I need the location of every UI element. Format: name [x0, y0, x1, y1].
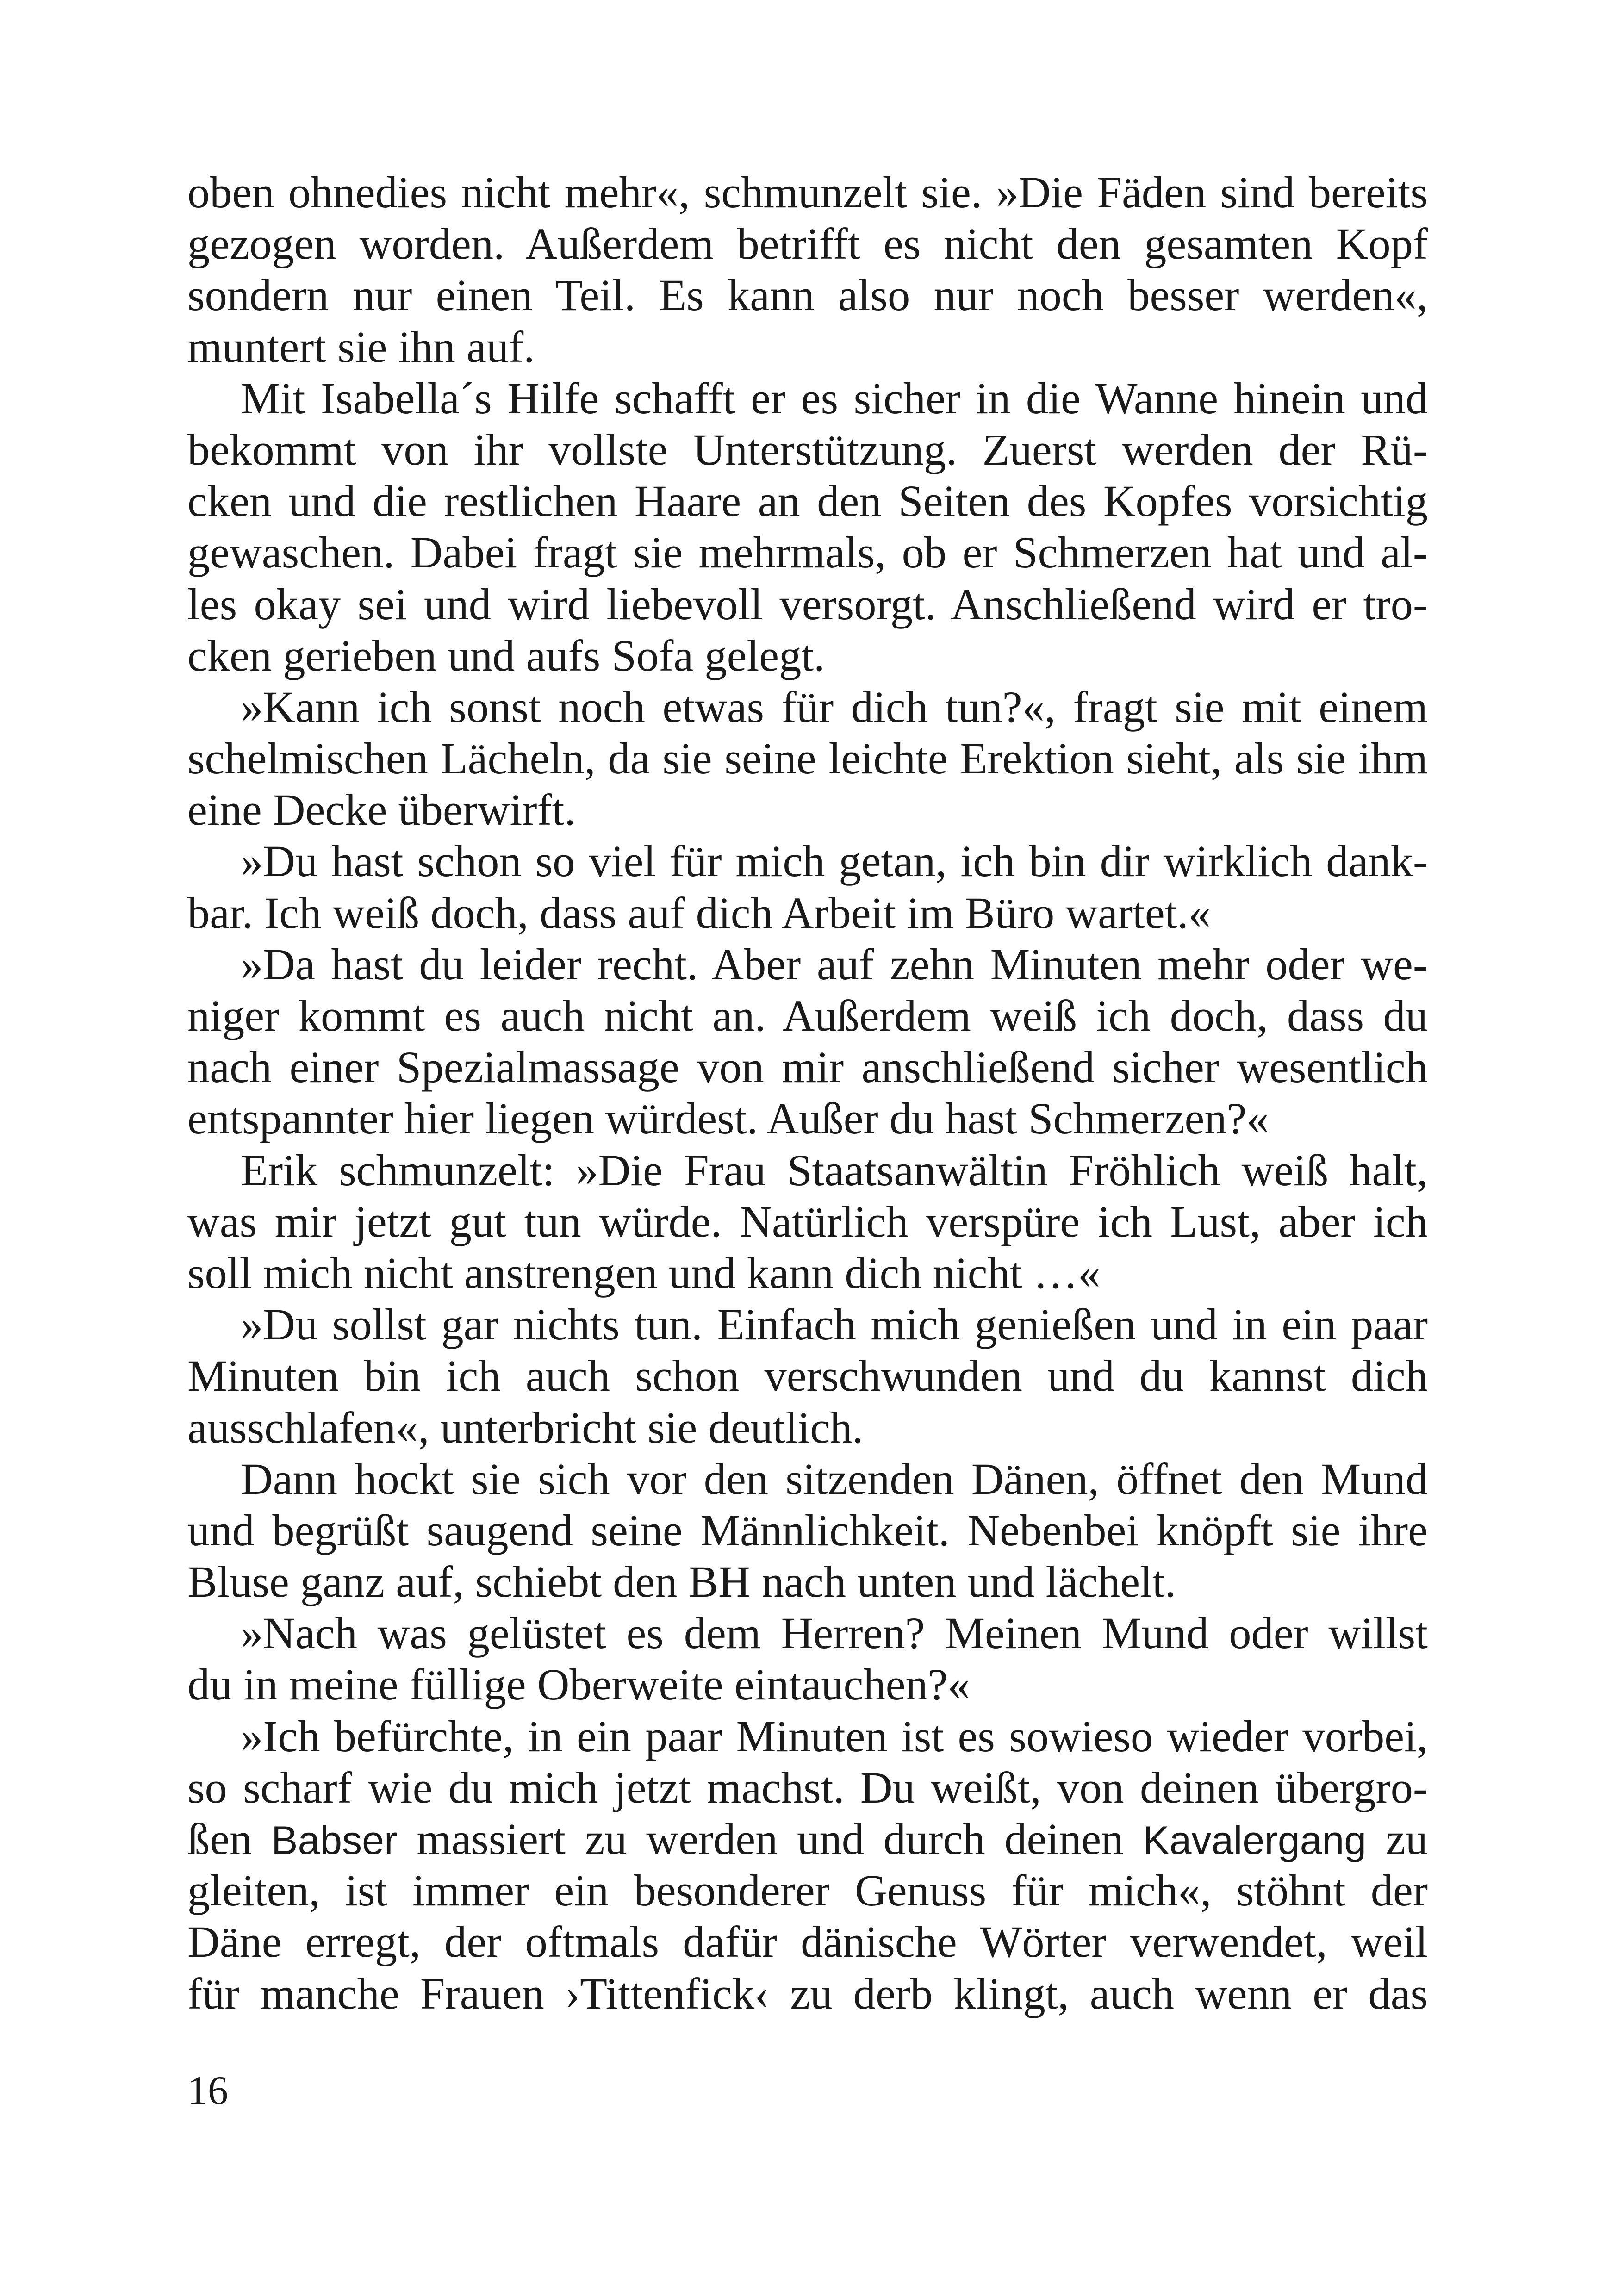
paragraph	[187, 1453, 1428, 1608]
text-line: was mir jetzt gut tun würde. Natürlich verspüre ich Lust, aber ich	[187, 1196, 1428, 1246]
text-line: bar. Ich weiß doch, dass auf dich Arbeit im Büro wartet.«	[187, 888, 1211, 938]
text-line: »Kann ich sonst noch etwas für dich tun?«, fragt sie mit einem	[241, 682, 1428, 732]
paragraph	[187, 1711, 1428, 2019]
text-line: nach einer Spezialmassage von mir anschließend sicher wesentlich	[187, 1042, 1428, 1092]
text-line: muntert sie ihn auf.	[187, 322, 535, 372]
paragraph	[187, 681, 1428, 836]
text-line: entspannter hier liegen würdest. Außer du hast Schmerzen?«	[187, 1094, 1269, 1144]
text-fragment: ßen	[187, 1814, 272, 1864]
text-line	[187, 1813, 1428, 1865]
paragraph	[187, 1299, 1428, 1453]
text-line: Dann hockt sie sich vor den sitzenden Dänen, öffnet den Mund	[241, 1454, 1428, 1504]
text-line: bekommt von ihr vollste Unterstützung. Zuerst werden der Rü-	[187, 424, 1428, 474]
text-line: »Da hast du leider recht. Aber auf zehn Minuten mehr oder we-	[241, 939, 1428, 989]
text-line: cken und die restlichen Haare an den Seiten des Kopfes vorsichtig	[187, 476, 1428, 526]
paragraph	[187, 939, 1428, 1145]
text-line: sondern nur einen Teil. Es kann also nur noch besser werden«,	[187, 270, 1428, 320]
paragraph	[187, 1145, 1428, 1299]
text-line: »Du hast schon so viel für mich getan, ich bin dir wirklich dank-	[241, 836, 1428, 886]
text-line: für manche Frauen ›Tittenfick‹ zu derb klingt, auch wenn er das	[187, 1968, 1428, 2018]
sans-serif-word: Babser	[271, 1818, 398, 1863]
paragraph	[187, 835, 1428, 938]
text-line: Mit Isabella´s Hilfe schafft er es sicher in die Wanne hinein und	[241, 373, 1428, 423]
text-line: so scharf wie du mich jetzt machst. Du weißt, von deinen übergro-	[187, 1762, 1428, 1812]
text-line: niger kommt es auch nicht an. Außerdem weiß ich doch, dass du	[187, 991, 1428, 1040]
text-line: les okay sei und wird liebevoll versorgt. Anschließend wird er tro-	[187, 579, 1428, 629]
text-line: eine Decke überwirft.	[187, 785, 576, 835]
text-line: gleiten, ist immer ein besonderer Genuss für mich«, stöhnt der	[187, 1866, 1428, 1916]
text-line: Minuten bin ich auch schon verschwunden und du kannst dich	[187, 1351, 1428, 1401]
text-line: soll mich nicht anstrengen und kann dich nicht …«	[187, 1248, 1101, 1298]
text-line: »Nach was gelüstet es dem Herren? Meinen Mund oder willst	[241, 1608, 1428, 1658]
text-line: gezogen worden. Außerdem betrifft es nicht den gesamten Kopf	[187, 219, 1428, 269]
text-line: und begrüßt saugend seine Männlichkeit. Nebenbei knöpft sie ihre	[187, 1505, 1428, 1555]
sans-serif-word: Kavalergang	[1143, 1818, 1367, 1863]
text-fragment: zu	[1366, 1814, 1428, 1864]
text-line: gewaschen. Dabei fragt sie mehrmals, ob er Schmerzen hat und al-	[187, 528, 1428, 578]
text-line: »Du sollst gar nichts tun. Einfach mich genießen und in ein paar	[241, 1300, 1428, 1350]
body-text	[187, 167, 1428, 2019]
text-line: oben ohnedies nicht mehr«, schmunzelt sie. »Die Fäden sind bereits	[187, 168, 1428, 217]
text-line: du in meine füllige Oberweite eintauchen?«	[187, 1660, 970, 1710]
paragraph	[187, 1607, 1428, 1710]
text-line: cken gerieben und aufs Sofa gelegt.	[187, 630, 825, 680]
text-line: Erik schmunzelt: »Die Frau Staatsanwältin Fröhlich weiß halt,	[241, 1145, 1428, 1195]
text-fragment: massiert zu werden und durch deinen	[397, 1814, 1143, 1864]
page-number: 16	[187, 2068, 228, 2113]
text-line: ausschlafen«, unterbricht sie deutlich.	[187, 1402, 864, 1452]
paragraph	[187, 167, 1428, 373]
text-line: Däne erregt, der oftmals dafür dänische Wörter verwendet, weil	[187, 1917, 1428, 1967]
text-line: »Ich befürchte, in ein paar Minuten ist es sowieso wieder vorbei,	[241, 1711, 1428, 1761]
text-line: Bluse ganz auf, schiebt den BH nach unten und lächelt.	[187, 1557, 1176, 1607]
paragraph	[187, 373, 1428, 681]
text-line: schelmischen Lächeln, da sie seine leichte Erektion sieht, als sie ihm	[187, 734, 1428, 784]
